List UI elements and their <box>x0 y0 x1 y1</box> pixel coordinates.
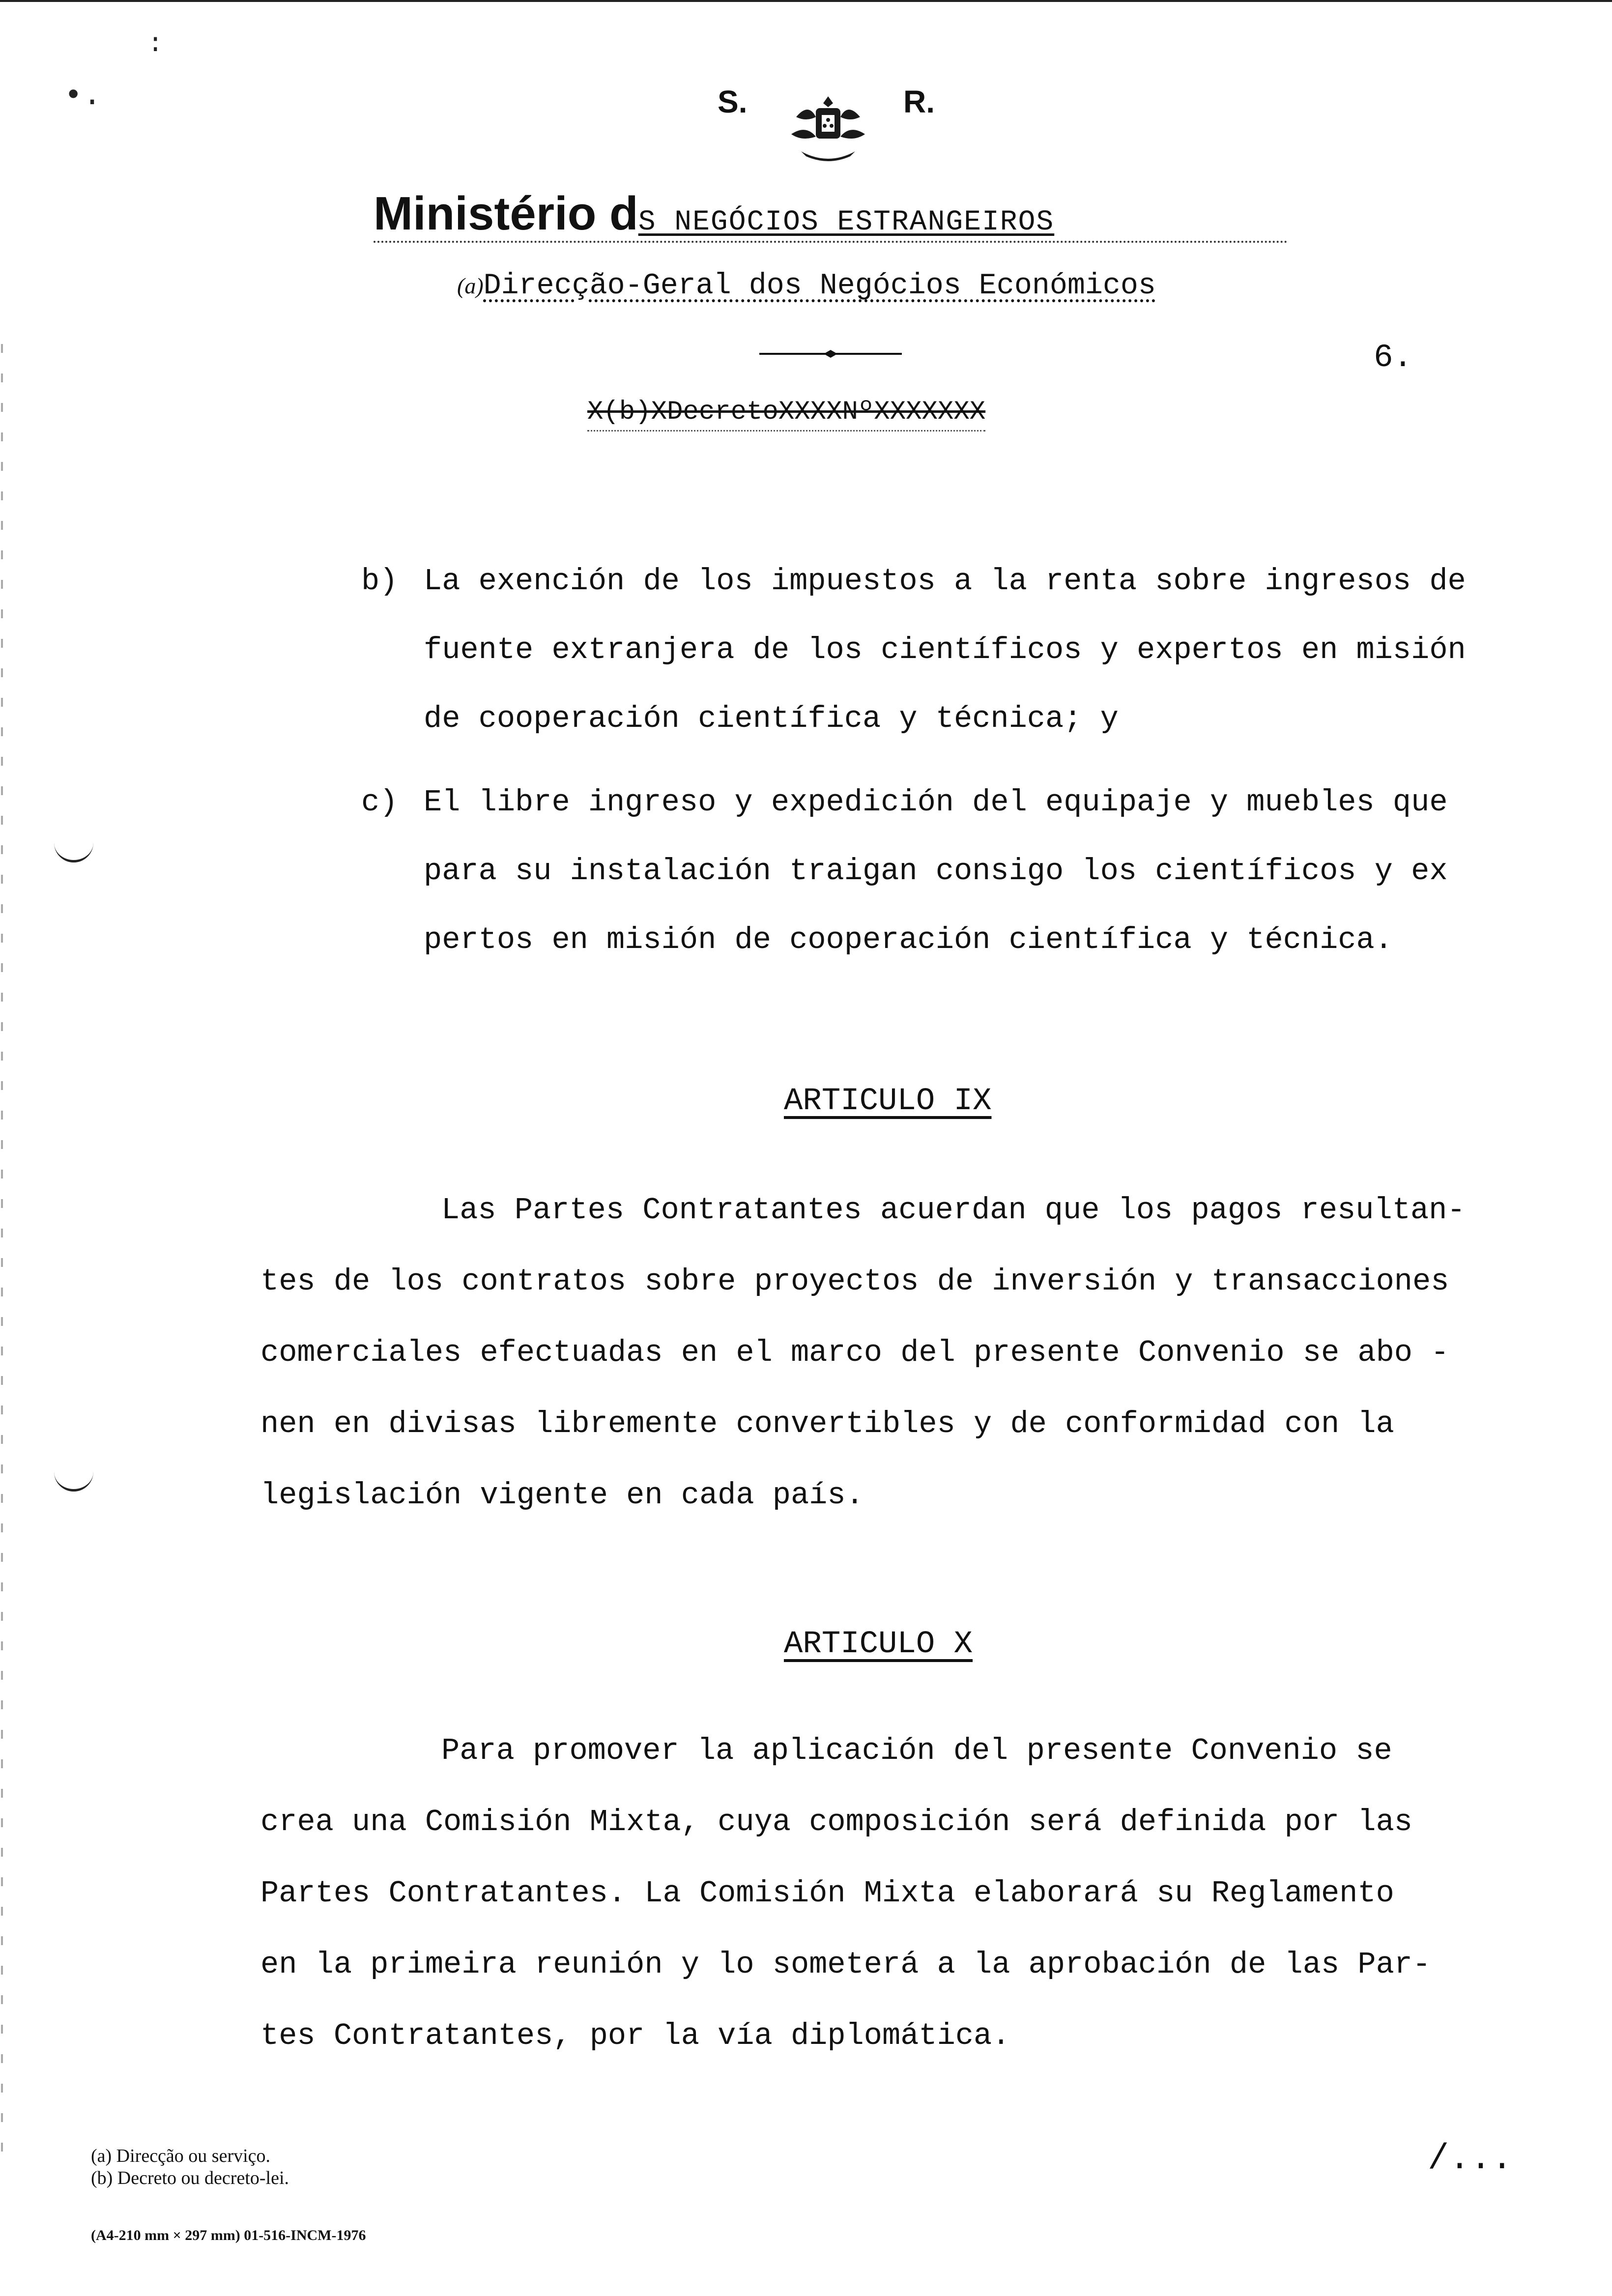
divider-ornament-icon <box>759 350 902 358</box>
item-b-marker: b) <box>361 564 398 599</box>
item-c-line: para su instalación traigan consigo los científicos y ex <box>424 854 1448 889</box>
footnote-a: (a) Direcção ou serviço. <box>91 2146 271 2166</box>
article-ix-heading: ARTICULO IX <box>784 1084 992 1119</box>
article-ix-line: legislación vigente en cada país. <box>260 1478 864 1513</box>
top-border <box>0 0 1612 2</box>
header-r-letter: R. <box>903 84 935 119</box>
ministry-lead: Ministério d <box>374 187 638 240</box>
directorate-footnote-mark: (a) <box>457 273 484 298</box>
item-c-line: pertos en misión de cooperación científica y técnica. <box>424 922 1393 957</box>
article-x-line: Partes Contratantes. La Comisión Mixta elaborará su Reglamento <box>260 1876 1394 1911</box>
continuation-mark: /... <box>1428 2139 1513 2179</box>
page-mark: •. <box>64 79 102 114</box>
decree-line-struck: X(b)XDecretoXXXXNºXXXXXXX <box>587 397 985 431</box>
page-number: 6. <box>1374 339 1413 376</box>
binding-edge <box>1 344 3 2162</box>
item-b-line: La exención de los impuestos a la renta sobre ingresos de <box>424 564 1466 599</box>
header-s-letter: S. <box>718 84 748 119</box>
coat-of-arms-icon <box>781 87 875 166</box>
ministry-name <box>374 187 1288 243</box>
article-ix-line: nen en divisas libremente convertibles y de conformidad con la <box>260 1406 1394 1441</box>
item-b-line: de cooperación científica y técnica; y <box>424 701 1119 736</box>
item-c-line: El libre ingreso y expedición del equipaje y muebles que <box>424 785 1448 820</box>
directorate-name: Direcção-Geral dos Negócios Económicos <box>483 269 1156 303</box>
article-ix-line: comerciales efectuadas en el marco del presente Convenio se abo - <box>260 1335 1449 1370</box>
print-code: (A4-210 mm × 297 mm) 01-516-INCM-1976 <box>91 2227 366 2243</box>
margin-bracket-mark <box>54 1469 93 1492</box>
item-c-marker: c) <box>361 785 398 820</box>
footnote-b: (b) Decreto ou decreto-lei. <box>91 2168 289 2188</box>
article-x-line: en la primeira reunión y lo someterá a la aprobación de las Par- <box>260 1947 1431 1982</box>
item-b-line: fuente extranjera de los científicos y expertos en misión <box>424 632 1466 667</box>
article-x-heading: ARTICULO X <box>784 1627 973 1662</box>
directorate-line <box>457 269 1156 303</box>
article-x-line: tes Contratantes, por la vía diplomática. <box>260 2018 1010 2053</box>
ministry-rest: S NEGÓCIOS ESTRANGEIROS <box>638 206 1055 238</box>
article-x-line: crea una Comisión Mixta, cuya composición será definida por las <box>260 1805 1412 1839</box>
page-mark: : <box>147 29 164 59</box>
article-x-line: Para promover la aplicación del presente Convenio se <box>441 1733 1392 1768</box>
margin-bracket-mark <box>54 840 93 862</box>
article-ix-line: tes de los contratos sobre proyectos de inversión y transacciones <box>260 1264 1449 1299</box>
article-ix-line: Las Partes Contratantes acuerdan que los pagos resultan- <box>441 1193 1466 1228</box>
